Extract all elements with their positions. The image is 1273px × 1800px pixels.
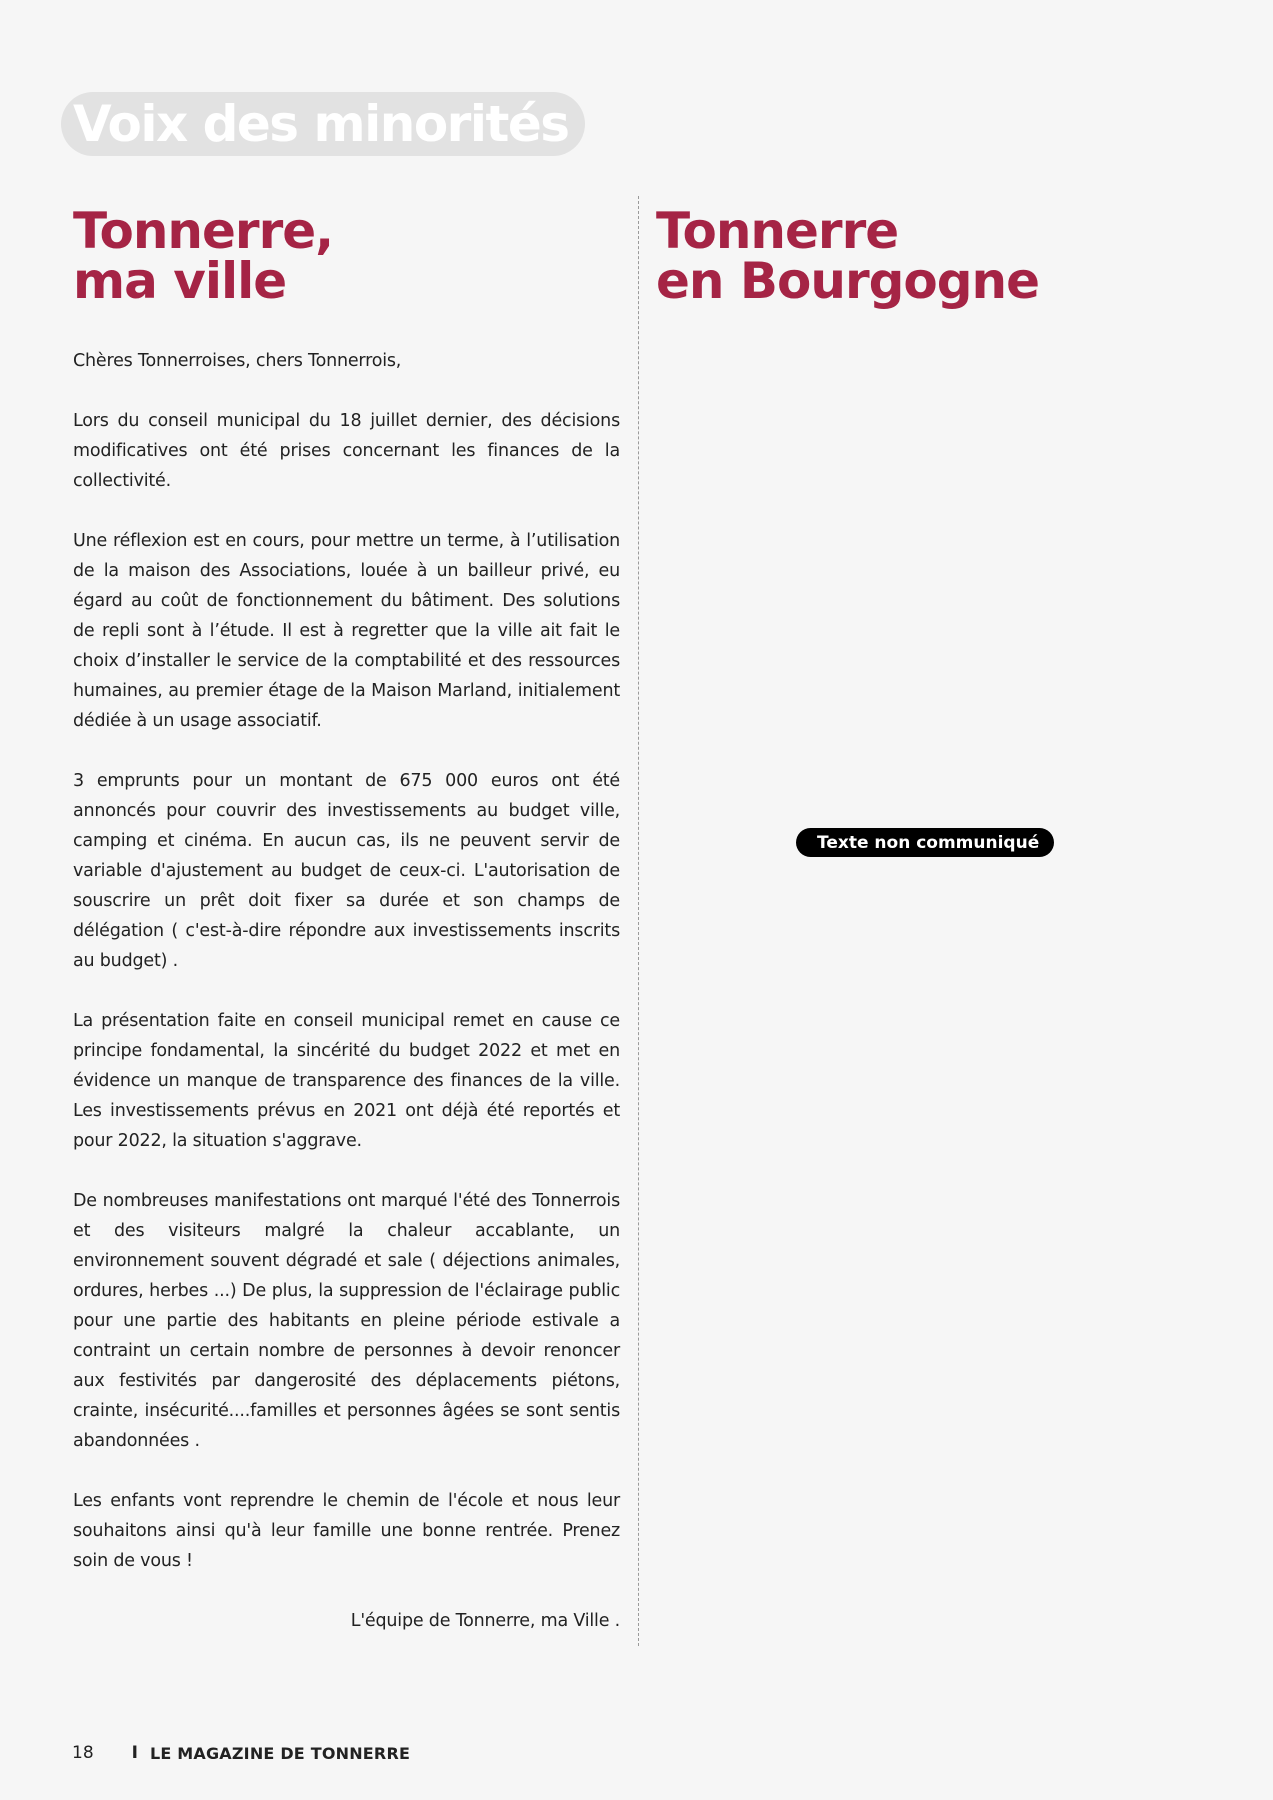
right-column-title bbox=[656, 202, 1040, 310]
left-column-title bbox=[73, 202, 334, 310]
page-footer bbox=[72, 1743, 410, 1763]
article-paragraph: Une réflexion est en cours, pour mettre un terme, à l’utilisation de la maison des Associations, louée à un bailleur privé, eu égard au coût de fonctionnement du bâtiment. Des solutions de repli sont à l’étude. Il est à regretter que la ville ait fait le choix d’installer le service de la comptabilité et des ressources humaines, au premier étage de la Maison Marland, initialement dédiée à un usage associatif. bbox=[73, 531, 620, 731]
article-paragraph: 3 emprunts pour un montant de 675 000 euros ont été annoncés pour couvrir des investissements au budget ville, camping et cinéma. En aucun cas, ils ne peuvent servir de variable d'ajustement au budget de ceux-ci. L'autorisation de souscrire un prêt doit fixer sa durée et son champs de délégation ( c'est-à-dire répondre aux investissements inscrits au budget) . bbox=[73, 771, 620, 971]
greeting-paragraph: Chères Tonnerroises, chers Tonnerrois, bbox=[73, 351, 402, 371]
article-paragraph: Les enfants vont reprendre le chemin de l'école et nous leur souhaitons ainsi qu'à leur famille une bonne rentrée. Prenez soin de vous ! bbox=[73, 1491, 620, 1571]
footer-separator: I bbox=[131, 1743, 138, 1763]
section-title: Voix des minorités bbox=[61, 92, 585, 156]
magazine-name: LE MAGAZINE DE TONNERRE bbox=[149, 1743, 411, 1763]
left-article-body bbox=[73, 346, 620, 1636]
article-paragraph: De nombreuses manifestations ont marqué l'été des Tonnerrois et des visiteurs malgré la chaleur accablante, un environnement souvent dégradé et sale ( déjections animales, ordures, herbes ...) De plus, la suppression de l'éclairage public pour une partie des habitants en pleine période estivale a contraint un certain nombre de personnes à devoir renoncer aux festivités par dangerosité des déplacements piétons, crainte, insécurité....familles et personnes âgées se sont sentis abandonnées . bbox=[73, 1191, 620, 1451]
right-title-line-1: Tonnerre bbox=[656, 202, 899, 260]
right-title-line-2: en Bourgogne bbox=[656, 252, 1040, 310]
column-divider bbox=[638, 196, 639, 1646]
page-number: 18 bbox=[72, 1743, 94, 1763]
article-paragraph: Lors du conseil municipal du 18 juillet dernier, des décisions modificatives ont été prises concernant les finances de la collectivité. bbox=[73, 411, 620, 491]
article-paragraph: La présentation faite en conseil municipal remet en cause ce principe fondamental, la sincérité du budget 2022 et met en évidence un manque de transparence des finances de la ville. Les investissements prévus en 2021 ont déjà été reportés et pour 2022, la situation s'aggrave. bbox=[73, 1011, 620, 1151]
left-title-line-1: Tonnerre, bbox=[73, 202, 334, 260]
left-title-line-2: ma ville bbox=[73, 252, 287, 310]
text-not-provided-badge: Texte non communiqué bbox=[796, 828, 1054, 857]
article-signature: L'équipe de Tonnerre, ma Ville . bbox=[350, 1611, 620, 1631]
